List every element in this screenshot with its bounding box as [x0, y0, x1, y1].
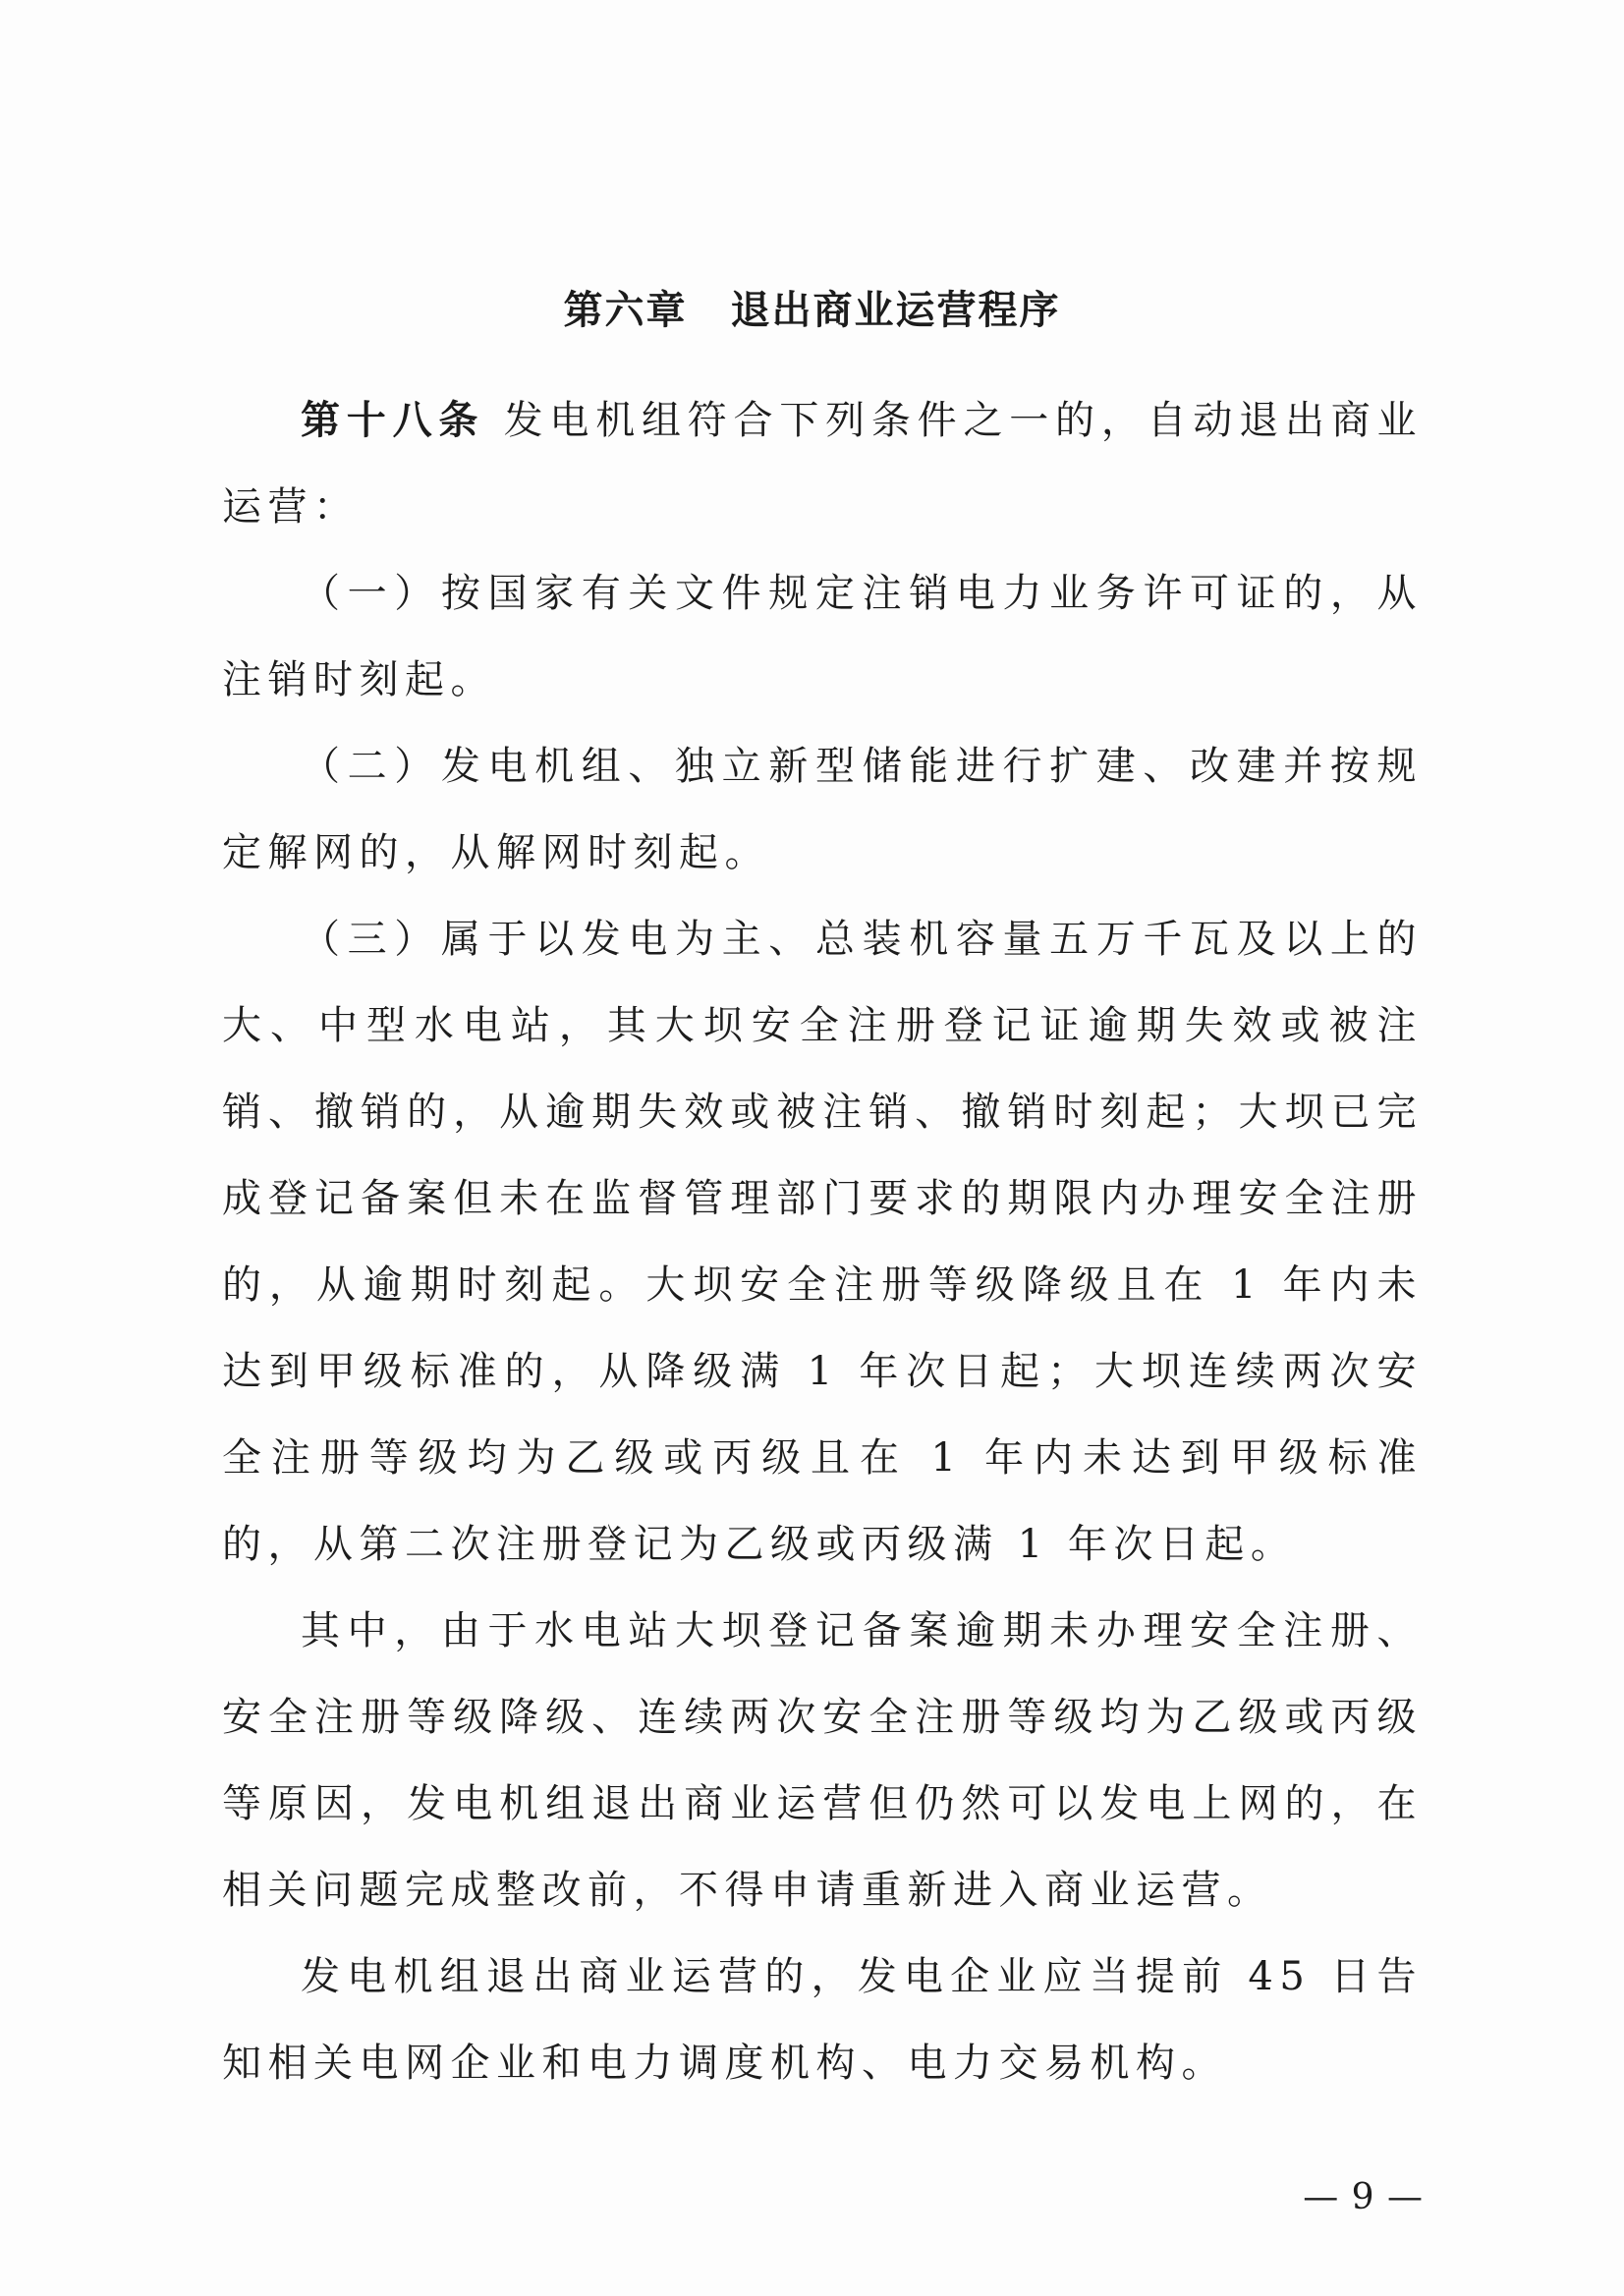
article-number: 第十八条	[301, 398, 485, 443]
document-body	[222, 377, 1423, 2106]
body-paragraph: 发电机组退出商业运营的，发电企业应当提前 45 日告知相关电网企业和电力调度机构、电力交易机构。	[222, 1954, 1423, 2086]
list-item: （三）属于以发电为主、总装机容量五万千瓦及以上的大、中型水电站，其大坝安全注册登记证逾期失效或被注销、撤销的，从逾期失效或被注销、撤销时刻起；大坝已完成登记备案但未在监督管理部门要求的期限内办理安全注册的，从逾期时刻起。大坝安全注册等级降级且在 1 年内未达到甲级标准的，从降级满 1 年次日起；大坝连续两次安全注册等级均为乙级或丙级且在 1 年内未达到甲级标准的，从第二次注册登记为乙级或丙级满 1 年次日起。	[222, 917, 1423, 1567]
chapter-heading	[0, 283, 1624, 338]
body-paragraph: 其中，由于水电站大坝登记备案逾期未办理安全注册、安全注册等级降级、连续两次安全注册等级均为乙级或丙级等原因，发电机组退出商业运营但仍然可以发电上网的，在相关问题完成整改前，不得申请重新进入商业运营。	[222, 1608, 1423, 1913]
page-number: — 9 —	[1303, 2177, 1424, 2217]
list-item: （一）按国家有关文件规定注销电力业务许可证的，从注销时刻起。	[222, 571, 1423, 702]
article-18-paragraph	[222, 377, 1423, 550]
chapter-number: 第六章	[563, 288, 688, 333]
list-item: （二）发电机组、独立新型储能进行扩建、改建并按规定解网的，从解网时刻起。	[222, 744, 1423, 875]
chapter-title: 退出商业运营程序	[730, 288, 1061, 333]
article-intro: 发电机组符合下列条件之一的，自动退出商业运营：	[222, 398, 1424, 530]
